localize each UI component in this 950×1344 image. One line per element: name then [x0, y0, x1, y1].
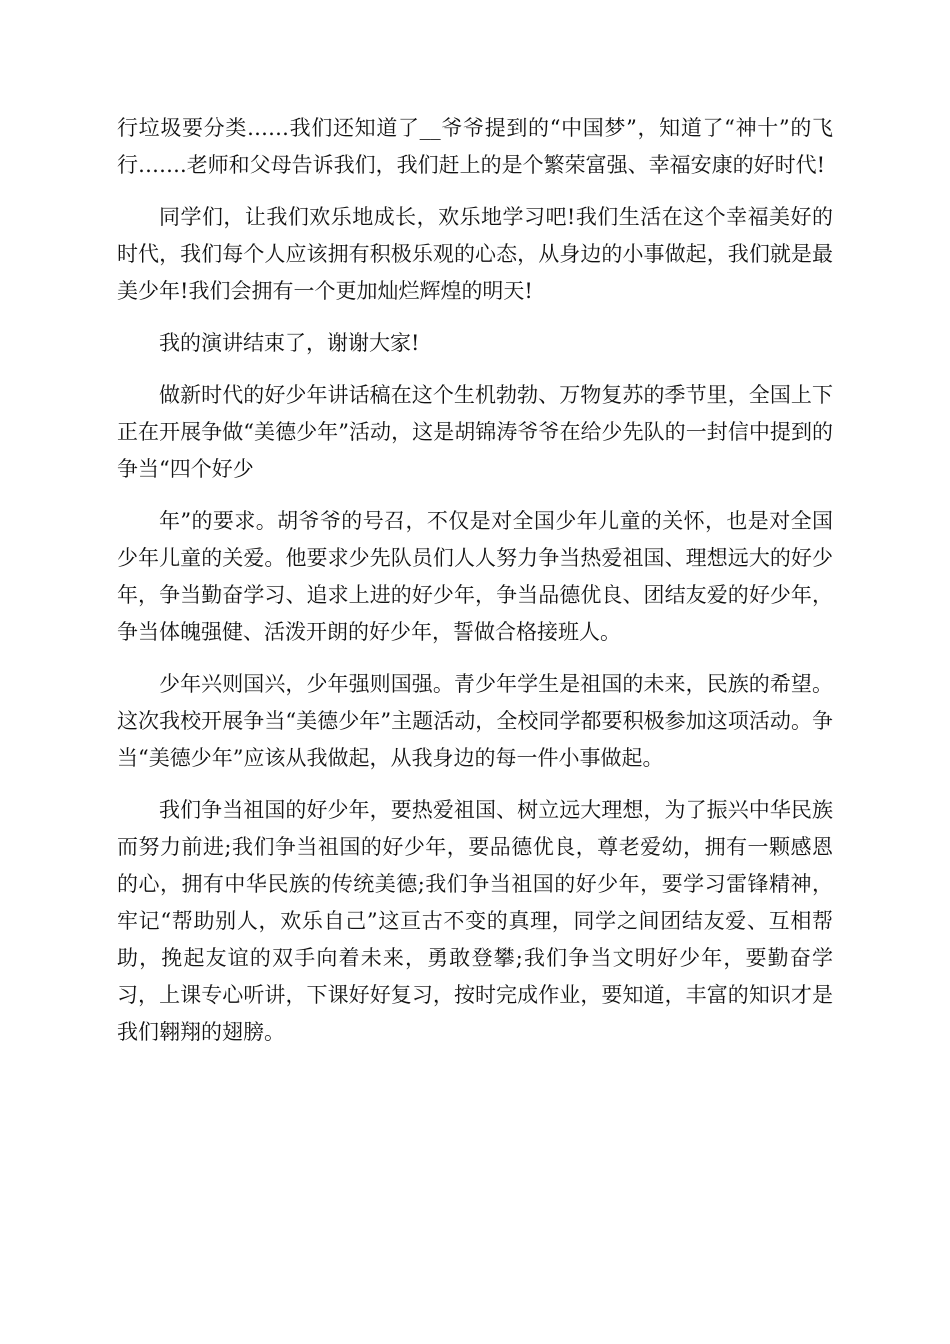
- paragraph-3: 我的演讲结束了，谢谢大家!: [159, 331, 420, 355]
- paragraph-4: 做新时代的好少年讲话稿在这个生机勃勃、万物复苏的季节里，全国上下正在开展争做“美德少年”活动，这是胡锦涛爷爷在给少先队的一封信中提到的争当“四个好少: [117, 383, 833, 481]
- paragraph-2: 同学们，让我们欢乐地成长，欢乐地学习吧!我们生活在这个幸福美好的时代，我们每个人应该拥有积极乐观的心态，从身边的小事做起，我们就是最美少年!我们会拥有一个更加灿烂辉煌的明天!: [117, 205, 833, 303]
- paragraph-6: 少年兴则国兴，少年强则国强。青少年学生是祖国的未来，民族的希望。这次我校开展争当“美德少年”主题活动，全校同学都要积极参加这项活动。争当“美德少年”应该从我做起，从我身边的每一件小事做起。: [117, 672, 833, 770]
- document-body: [117, 110, 833, 1066]
- paragraph-7: 我们争当祖国的好少年，要热爱祖国、树立远大理想，为了振兴中华民族而努力前进;我们争当祖国的好少年，要品德优良，尊老爱幼，拥有一颗感恩的心，拥有中华民族的传统美德;我们争当祖国的好少年，要学习雷锋精神，牢记“帮助别人，欢乐自己”这亘古不变的真理，同学之间团结友爱、互相帮助，挽起友谊的双手向着未来，勇敢登攀;我们争当文明好少年，要勤奋学习，上课专心听讲，下课好好复习，按时完成作业，要知道，丰富的知识才是我们翱翔的翅膀。: [117, 798, 833, 1044]
- paragraph-5: 年”的要求。胡爷爷的号召，不仅是对全国少年儿童的关怀，也是对全国少年儿童的关爱。他要求少先队员们人人努力争当热爱祖国、理想远大的好少年，争当勤奋学习、追求上进的好少年，争当品德优良、团结友爱的好少年，争当体魄强健、活泼开朗的好少年，誓做合格接班人。: [117, 509, 833, 644]
- paragraph-1: 行垃圾要分类……我们还知道了__爷爷提到的“中国梦”，知道了“神十”的飞行…….老师和父母告诉我们，我们赶上的是个繁荣富强、幸福安康的好时代!: [117, 116, 833, 177]
